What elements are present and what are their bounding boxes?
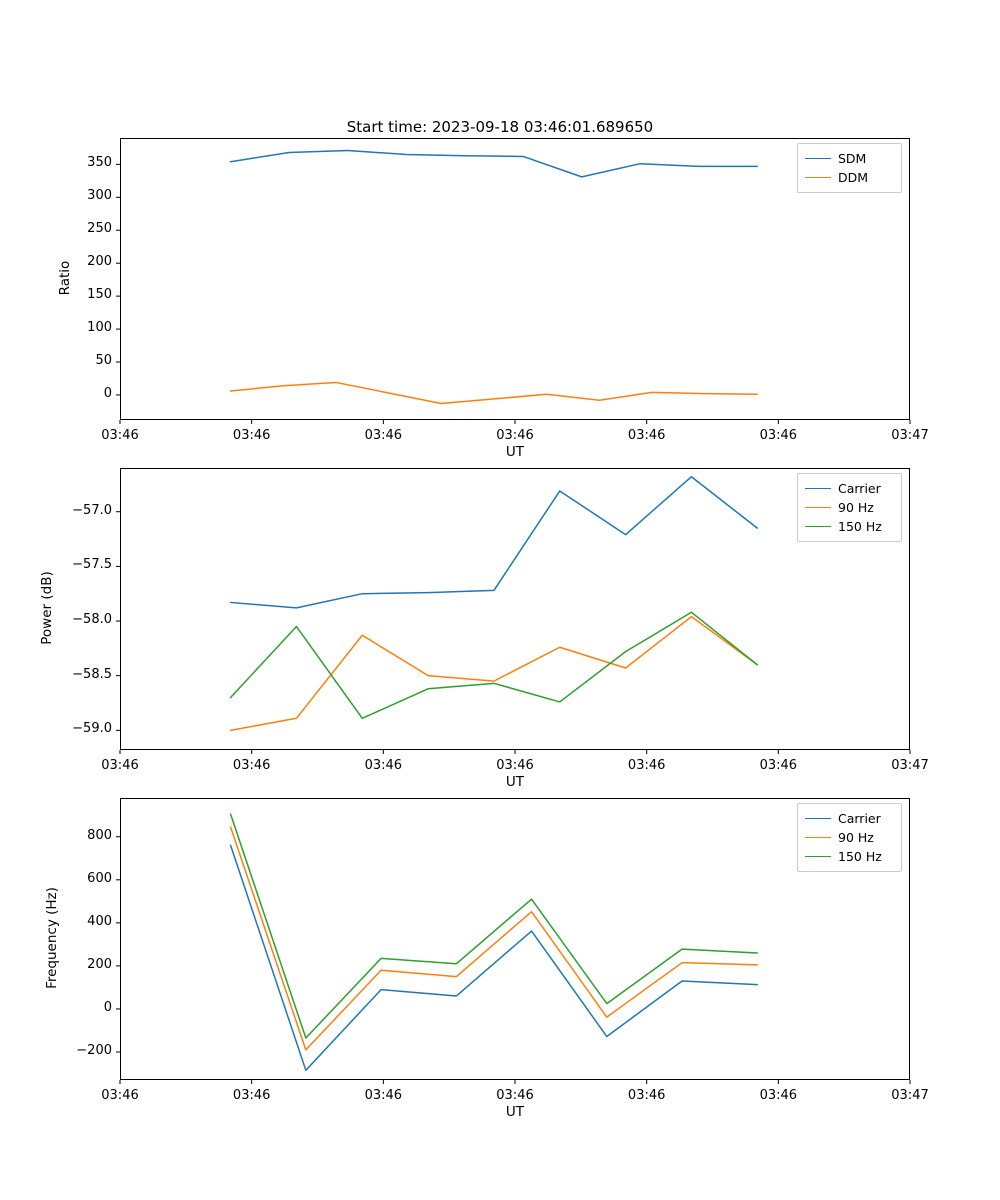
xtick-label: 03:46 [101, 758, 139, 773]
legend-label-sdm: SDM [838, 151, 867, 166]
legend-swatch-carrier [805, 818, 831, 819]
ytick-label: 50 [95, 353, 112, 369]
xtick-label: 03:46 [101, 428, 139, 443]
legend-frequency [797, 803, 902, 872]
legend-item-ddm[interactable] [805, 168, 894, 187]
xtick-label: 03:46 [496, 1088, 534, 1103]
xtick-label: 03:47 [891, 758, 929, 773]
legend-item-carrier[interactable] [805, 809, 894, 828]
ytick-label: −58.0 [72, 612, 112, 628]
legend-swatch-150hz [805, 526, 831, 527]
panel-power [0, 440, 1000, 790]
xlabel-ratio: UT [505, 444, 525, 460]
ytick-label: 0 [103, 999, 112, 1015]
ytick-label: −57.5 [72, 557, 112, 573]
legend-item-90hz[interactable] [805, 498, 894, 517]
ytick-label: 800 [87, 827, 112, 843]
panel-frequency [0, 770, 1000, 1120]
xtick-label: 03:46 [364, 1088, 403, 1103]
xtick-label: 03:46 [627, 758, 666, 773]
legend-item-90hz[interactable] [805, 828, 894, 847]
xtick-label: 03:46 [232, 1088, 271, 1103]
xtick-label: 03:46 [759, 758, 798, 773]
ytick-label: 0 [103, 385, 112, 401]
ytick-label: 250 [87, 221, 112, 237]
xtick-label: 03:46 [496, 428, 534, 443]
xtick-label: 03:46 [232, 758, 271, 773]
legend-item-150hz[interactable] [805, 847, 894, 866]
panel-ratio [0, 110, 1000, 460]
xtick-label: 03:47 [891, 428, 929, 443]
ylabel-frequency: Frequency (Hz) [44, 887, 60, 989]
ylabel-ratio: Ratio [57, 260, 73, 296]
ytick-label: 300 [87, 188, 112, 204]
legend-item-sdm[interactable] [805, 149, 894, 168]
legend-power [797, 473, 902, 542]
legend-swatch-150hz [805, 856, 831, 857]
legend-label-90hz: 90 Hz [838, 500, 874, 515]
xtick-label: 03:46 [759, 428, 798, 443]
legend-label-carrier: Carrier [838, 811, 881, 826]
xlabel-frequency: UT [505, 1104, 525, 1120]
ytick-label: 200 [87, 254, 112, 270]
ytick-label: 350 [87, 155, 112, 171]
figure-title: Start time: 2023-09-18 03:46:01.689650 [346, 118, 654, 136]
legend-ratio [797, 143, 902, 193]
ytick-label: −58.5 [72, 666, 112, 682]
legend-swatch-ddm [805, 177, 831, 178]
legend-label-150hz: 150 Hz [838, 849, 882, 864]
legend-label-carrier: Carrier [838, 481, 881, 496]
xtick-label: 03:46 [496, 758, 534, 773]
xtick-label: 03:46 [364, 758, 403, 773]
ytick-label: 600 [87, 870, 112, 886]
legend-label-150hz: 150 Hz [838, 519, 882, 534]
xtick-label: 03:46 [759, 1088, 798, 1103]
ytick-label: −200 [76, 1043, 112, 1058]
ylabel-power: Power (dB) [39, 571, 55, 645]
xlabel-power: UT [505, 774, 525, 790]
xtick-label: 03:46 [101, 1088, 139, 1103]
xtick-label: 03:47 [891, 1088, 929, 1103]
ytick-label: 150 [87, 287, 112, 303]
xtick-label: 03:46 [364, 428, 403, 443]
ytick-label: −57.0 [72, 502, 112, 518]
legend-swatch-sdm [805, 158, 831, 159]
xtick-label: 03:46 [627, 1088, 666, 1103]
ytick-label: 200 [87, 956, 112, 972]
ytick-label: −59.0 [72, 721, 112, 737]
ytick-label: 100 [87, 320, 112, 336]
legend-item-150hz[interactable] [805, 517, 894, 536]
legend-label-90hz: 90 Hz [838, 830, 874, 845]
legend-swatch-carrier [805, 488, 831, 489]
xtick-label: 03:46 [627, 428, 666, 443]
legend-swatch-90hz [805, 837, 831, 838]
xtick-label: 03:46 [232, 428, 271, 443]
legend-label-ddm: DDM [838, 170, 869, 185]
ytick-label: 400 [87, 913, 112, 929]
legend-item-carrier[interactable] [805, 479, 894, 498]
legend-swatch-90hz [805, 507, 831, 508]
